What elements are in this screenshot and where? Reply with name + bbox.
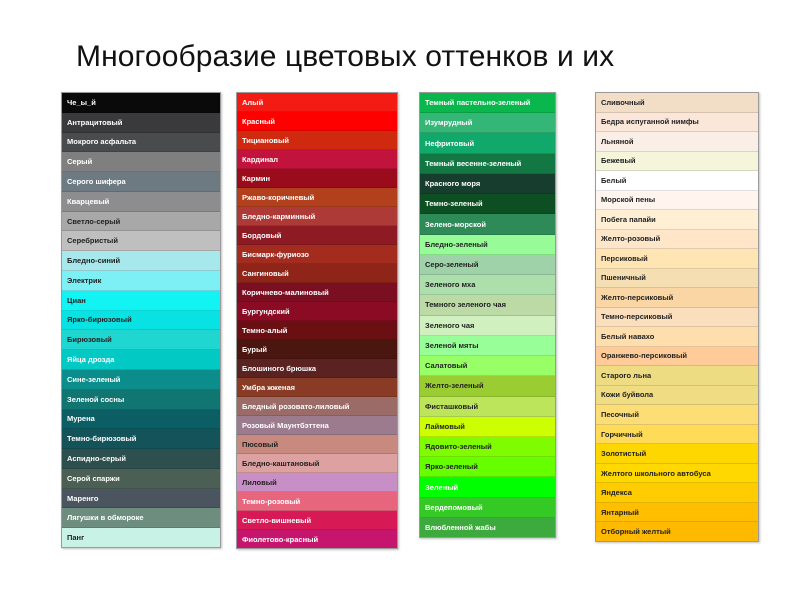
color-swatch: Влюбленной жабы [420, 518, 555, 537]
color-swatch: Серого шифера [62, 172, 220, 192]
color-swatch: Зеленого мха [420, 275, 555, 295]
color-swatch: Кардинал [237, 150, 397, 169]
color-swatch: Электрик [62, 271, 220, 291]
color-swatch: Салатовый [420, 356, 555, 376]
color-swatch: Песочный [596, 405, 758, 425]
color-swatch: Оранжево-персиковый [596, 347, 758, 367]
color-swatch: Темно-персиковый [596, 308, 758, 328]
color-swatch: Пшеничный [596, 269, 758, 289]
color-column-2 [236, 92, 398, 549]
color-swatch: Зеленой мяты [420, 336, 555, 356]
color-swatch: Бургундский [237, 302, 397, 321]
color-swatch: Коричнево-малиновый [237, 283, 397, 302]
color-swatch: Бордовый [237, 226, 397, 245]
color-swatch: Морской пены [596, 191, 758, 211]
color-swatch: Кожи буйвола [596, 386, 758, 406]
color-swatch: Бирюзовый [62, 330, 220, 350]
color-swatch: Бледно-каштановый [237, 454, 397, 473]
color-swatch: Бледно-синий [62, 251, 220, 271]
color-swatch: Персиковый [596, 249, 758, 269]
color-swatch: Отборный желтый [596, 522, 758, 541]
color-swatch: Старого льна [596, 366, 758, 386]
color-swatch: Сине-зеленый [62, 370, 220, 390]
color-swatch: Фисташковый [420, 397, 555, 417]
color-swatch: Серо-зеленый [420, 255, 555, 275]
color-swatch: Циан [62, 291, 220, 311]
color-swatch: Кармин [237, 169, 397, 188]
color-swatch: Желто-розовый [596, 230, 758, 250]
color-swatch: Светло-серый [62, 212, 220, 232]
color-swatch: Блошиного брюшка [237, 359, 397, 378]
color-swatch: Бледно-карминный [237, 207, 397, 226]
slide-title: Многообразие цветовых оттенков и их [76, 40, 615, 73]
color-swatch: Бедра испуганной нимфы [596, 113, 758, 133]
color-swatch: Темного зеленого чая [420, 295, 555, 315]
color-swatch: Ржаво-коричневый [237, 188, 397, 207]
color-swatch: Нефритовый [420, 133, 555, 153]
color-swatch: Че_ы_й [62, 93, 220, 113]
color-swatch: Темный пастельно-зеленый [420, 93, 555, 113]
color-swatch: Зелено-морской [420, 214, 555, 234]
color-swatch: Мокрого асфальта [62, 133, 220, 153]
color-swatch: Умбра жженая [237, 378, 397, 397]
color-swatch: Фиолетово-красный [237, 530, 397, 548]
color-swatch: Зеленой сосны [62, 390, 220, 410]
color-swatch: Розовый Маунтбэттена [237, 416, 397, 435]
color-swatch: Бурый [237, 340, 397, 359]
color-swatch: Серебристый [62, 231, 220, 251]
color-swatch: Темно-алый [237, 321, 397, 340]
color-swatch: Сангиновый [237, 264, 397, 283]
color-swatch: Зеленый [420, 477, 555, 497]
color-swatch: Побега папайи [596, 210, 758, 230]
color-swatch: Яйца дрозда [62, 350, 220, 370]
color-swatch: Желто-персиковый [596, 288, 758, 308]
color-swatch: Ядовито-зеленый [420, 437, 555, 457]
color-swatch: Красного моря [420, 174, 555, 194]
color-swatch: Серой спаржи [62, 469, 220, 489]
color-column-4 [595, 92, 759, 542]
color-swatch: Зеленого чая [420, 316, 555, 336]
color-swatch: Яндекса [596, 483, 758, 503]
color-swatch: Золотистый [596, 444, 758, 464]
color-swatch: Изумрудный [420, 113, 555, 133]
color-swatch: Льняной [596, 132, 758, 152]
color-swatch: Темно-розовый [237, 492, 397, 511]
color-swatch: Серый [62, 152, 220, 172]
color-swatch: Бледно-зеленый [420, 235, 555, 255]
color-swatch: Антрацитовый [62, 113, 220, 133]
color-swatch: Лаймовый [420, 417, 555, 437]
color-swatch: Мурена [62, 410, 220, 430]
color-swatch: Маренго [62, 489, 220, 509]
color-swatch: Ярко-зеленый [420, 457, 555, 477]
color-swatch: Горчичный [596, 425, 758, 445]
color-swatch: Лягушки в обмороке [62, 508, 220, 528]
color-column-1 [61, 92, 221, 548]
color-swatch: Пюсовый [237, 435, 397, 454]
color-swatch: Бледный розовато-лиловый [237, 397, 397, 416]
color-swatch: Кварцевый [62, 192, 220, 212]
color-swatch: Бисмарк-фуриозо [237, 245, 397, 264]
color-swatch: Темно-бирюзовый [62, 429, 220, 449]
color-swatch: Бежевый [596, 152, 758, 172]
color-swatch: Панг [62, 528, 220, 547]
color-swatch: Янтарный [596, 503, 758, 523]
color-swatch: Белый [596, 171, 758, 191]
color-swatch: Светло-вишневый [237, 511, 397, 530]
color-column-3 [419, 92, 556, 538]
color-swatch: Темно-зеленый [420, 194, 555, 214]
color-swatch: Темный весенне-зеленый [420, 154, 555, 174]
color-swatch: Алый [237, 93, 397, 112]
color-swatch: Тициановый [237, 131, 397, 150]
color-swatch: Сливочный [596, 93, 758, 113]
color-swatch: Ярко-бирюзовый [62, 311, 220, 331]
color-swatch: Желтого школьного автобуса [596, 464, 758, 484]
color-swatch: Аспидно-серый [62, 449, 220, 469]
color-swatch: Красный [237, 112, 397, 131]
color-swatch: Желто-зеленый [420, 376, 555, 396]
color-swatch: Белый навахо [596, 327, 758, 347]
color-swatch: Вердепомовый [420, 498, 555, 518]
color-swatch: Лиловый [237, 473, 397, 492]
